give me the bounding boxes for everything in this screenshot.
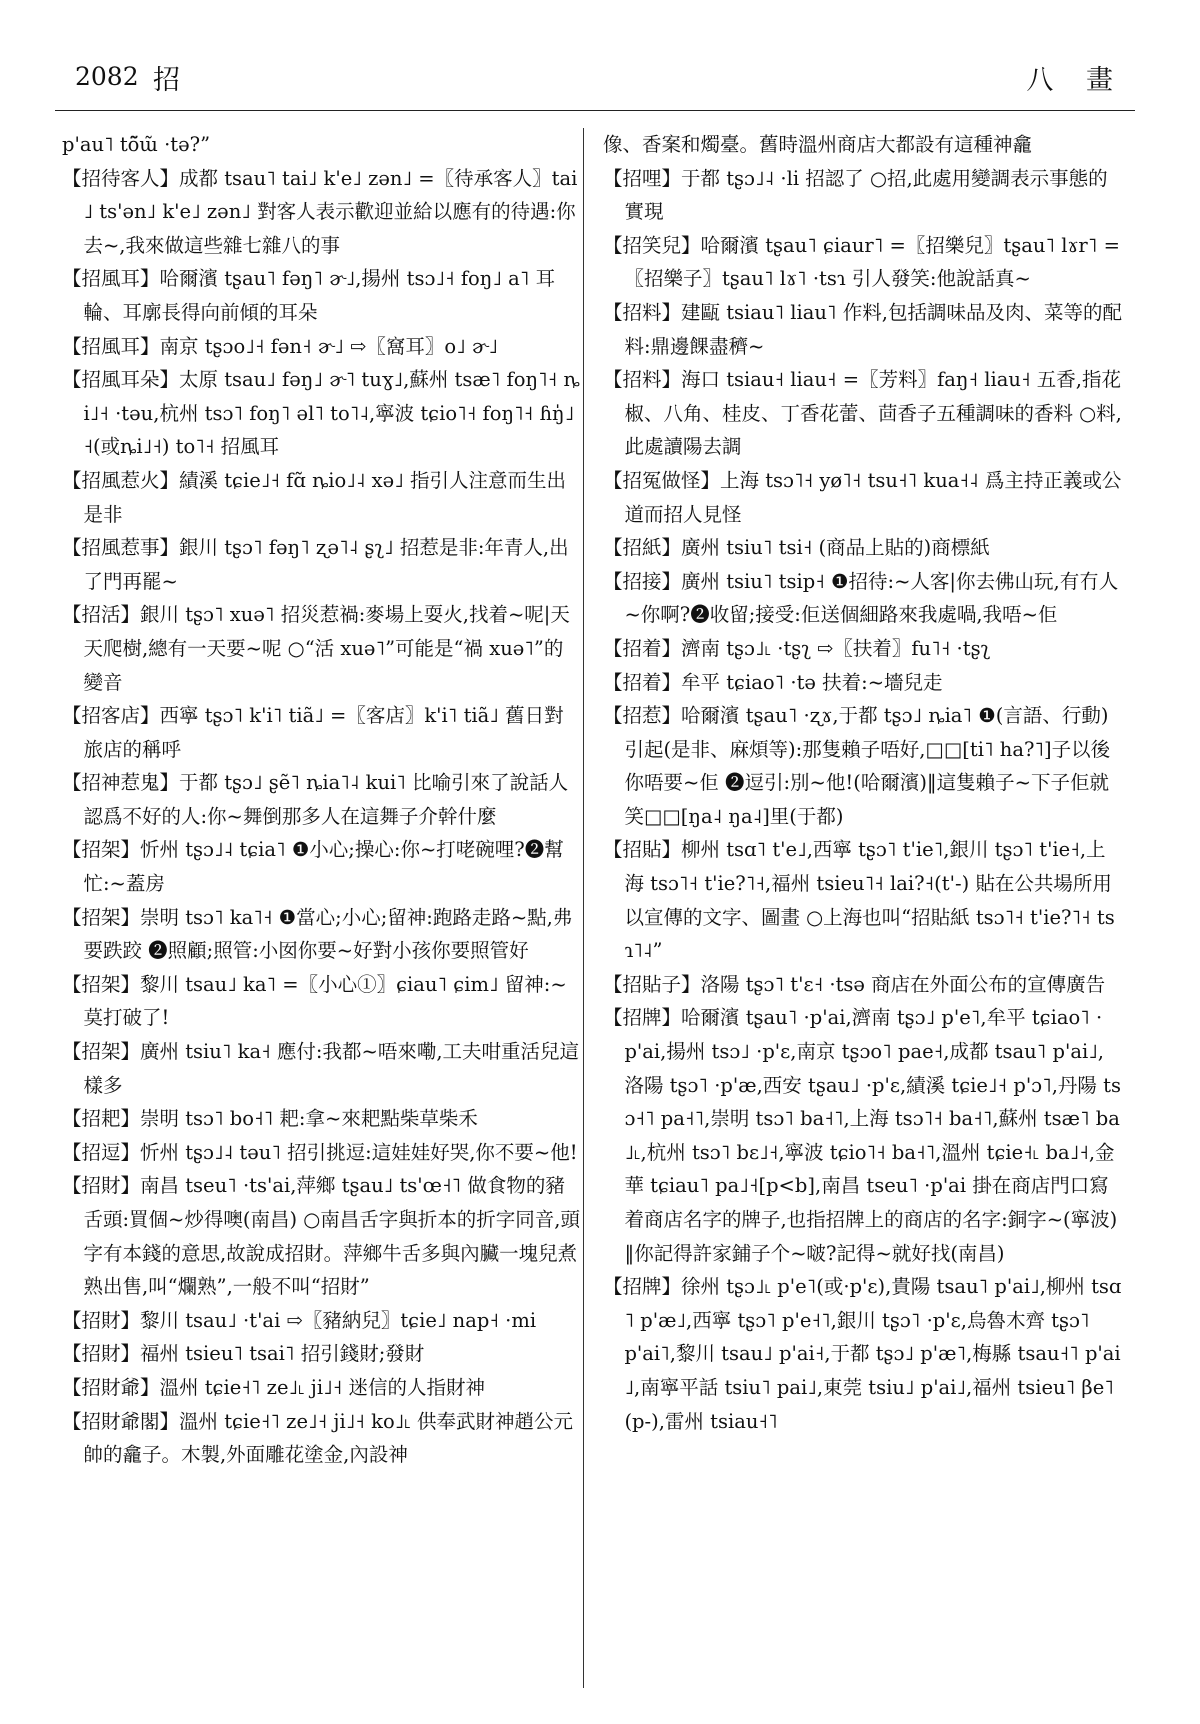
dictionary-entry: 【招冤做怪】上海 tsɔ˥˧ yø˥˧ tsu˧˥ kua˧˨ 爲主持正義或公道而招人見怪 bbox=[603, 468, 1122, 526]
dictionary-entry: 【招哩】于都 tʂɔ˩˨ ·li 招認了 ○招,此處用變調表示事態的實現 bbox=[603, 166, 1108, 224]
dictionary-entry: 【招風耳朵】太原 tsau˩ fəŋ˩ ɚ˥ tuɣ˩,蘇州 tsæ˥ foŋ˥˧ ȵi˩˧ ·təu,杭州 tsɔ˥ foŋ˥ əl˥ to˥˨,寧波 tɕio˥˧ foŋ˥˧ ɦŋ̍˩˧(或ȵi˩˧) to˥˧ 招風耳 bbox=[62, 368, 580, 459]
dictionary-entry: 【招牌】哈爾濱 tʂau˥ ·p'ai,濟南 tʂɔ˩ p'e˥,牟平 tɕiao˥ ·p'ai,揚州 tsɔ˩ ·p'ɛ,南京 tʂɔo˥ pae˧,成都 tsau˥ p'ai˩,洛陽 tʂɔ˥ ·p'æ,西安 tʂau˩ ·p'ɛ,績溪 tɕie˩˧ p'ɔ˥,丹陽 tsɔ˧˥ pa˧˥,崇明 tsɔ˥ ba˧˥,上海 tsɔ˥˧ ba˧˥,蘇州 tsæ˥ ba˩˪,杭州 tsɔ˥ bɛ˩˧,寧波 tɕio˥˧ ba˧˥,溫州 tɕie˧˪ ba˩˧,金華 tɕiau˥ pa˩˧[p<b],南昌 tseu˥ ·p'ai 掛在商店門口寫着商店名字的牌子,也指招牌上的商店的名字:銅字~(寧波)‖你記得許家鋪子个~啵?記得~就好找(南昌) bbox=[603, 1006, 1121, 1265]
running-headword: 招 bbox=[153, 65, 180, 96]
dictionary-entry: 【招着】濟南 tʂɔ˩˪ ·tʂʅ ⇨〖扶着〗fu˥˧ ·tʂʅ bbox=[603, 636, 991, 660]
left-column bbox=[62, 128, 582, 1472]
dictionary-entry: 【招惹】哈爾濱 tʂau˥ ·ʐɤ,于都 tʂɔ˩ ȵia˥ ❶(言語、行動)引起(是非、麻煩等):那隻賴子唔好,□□[ti˥ ha?˥]子以後你唔要~佢 ❷逗引:別~他!(哈爾濱)‖這隻賴子~下子佢就笑□□[ŋa˨ ŋa˨]里(于都) bbox=[603, 704, 1111, 828]
section-title: 八 畫 bbox=[1026, 65, 1125, 96]
dictionary-entry: 像、香案和燭臺。舊時溫州商店大都設有這種神龕 bbox=[603, 133, 1033, 156]
right-column bbox=[603, 128, 1123, 1438]
dictionary-entry: 【招待客人】成都 tsau˥ tai˩ k'e˩ zən˩ =〖待承客人〗tai˩ ts'ən˩ k'e˩ zən˩ 對客人表示歡迎並給以應有的待遇:你去~,我來做這些雜七雜八的事 bbox=[62, 166, 578, 257]
dictionary-entry: 【招財爺】溫州 tɕie˧˥ ze˩˪ ji˩˧ 迷信的人指財神 bbox=[62, 1375, 486, 1399]
dictionary-entry: 【招財】福州 tsieu˥ tsai˥ 招引錢財;發財 bbox=[62, 1342, 425, 1366]
dictionary-entry: 【招風惹火】績溪 tɕie˩˧ fɑ̃ ȵio˩˨ xə˩ 指引人注意而生出是非 bbox=[62, 468, 567, 526]
dictionary-entry: 【招風耳】南京 tʂɔo˩˧ fən˧ ɚ˩ ⇨〖窩耳〗o˩ ɚ˩ bbox=[62, 334, 498, 358]
dictionary-entry: 【招架】崇明 tsɔ˥ ka˥˧ ❶當心;小心;留神:跑路走路~點,弗要跌跤 ❷照顧;照管:小囡你要~好對小孩你要照管好 bbox=[62, 905, 573, 963]
dictionary-entry: 【招接】廣州 tsiu˥ tsip˧ ❶招待:~人客|你去佛山玩,有冇人~你啊?❷收留;接受:佢送個細路來我處喎,我唔~佢 bbox=[603, 569, 1119, 627]
dictionary-entry: 【招貼子】洛陽 tʂɔ˥ t'ɛ˧ ·tsə 商店在外面公布的宣傳廣告 bbox=[603, 972, 1106, 996]
dictionary-entry: 【招逗】忻州 tʂɔ˩˨ təu˥ 招引挑逗:這娃娃好哭,你不要~他! bbox=[62, 1140, 578, 1164]
dictionary-entry: 【招料】海口 tsiau˧ liau˧ =〖芳料〗faŋ˧ liau˧ 五香,指花椒、八角、桂皮、丁香花蕾、茴香子五種調味的香料 ○料,此處讀陽去調 bbox=[603, 368, 1122, 459]
dictionary-entry: 【招風惹事】銀川 tʂɔ˥ fəŋ˥ ʐə˥˨ ʂʅ˩ 招惹是非:年青人,出了門再罷~ bbox=[62, 536, 569, 593]
dictionary-entry: 【招神惹鬼】于都 tʂɔ˩ ʂẽ˥ ȵia˥˨ kui˥ 比喻引來了說話人認爲不好的人:你~舞倒那多人在這舞子介幹什麼 bbox=[62, 771, 569, 828]
dictionary-entry: 【招耙】崇明 tsɔ˥ bo˧˥ 耙:拿~來耙點柴草柴禾 bbox=[62, 1107, 478, 1131]
header-rule bbox=[55, 110, 1135, 111]
dictionary-entry: 【招活】銀川 tʂɔ˥ xuə˥ 招災惹禍:麥場上耍火,找着~呢|天天爬樹,總有一天要~呢 ○“活 xuə˥”可能是“禍 xuə˥”的變音 bbox=[62, 603, 570, 694]
dictionary-entry: 【招風耳】哈爾濱 tʂau˥ fəŋ˥ ɚ˩,揚州 tsɔ˩˧ foŋ˩ a˥ 耳輪、耳廓長得向前傾的耳朵 bbox=[62, 267, 556, 324]
dictionary-entry: 【招客店】西寧 tʂɔ˥ k'i˥ tiã˩ =〖客店〗k'i˥ tiã˩ 舊日對旅店的稱呼 bbox=[62, 704, 564, 761]
dictionary-entry: p'au˥ tõ̃ɯ̃ ·tə?” bbox=[62, 133, 211, 156]
dictionary-entry: 【招財】南昌 tseu˥ ·ts'ai,萍鄉 tʂau˩ ts'œ˧˥ 做食物的豬舌頭:買個~炒得噢(南昌) ○南昌舌字與折本的折字同音,頭字有本錢的意思,故說成招財。萍鄉牛舌多與內臟一塊兒煮熟出售,叫“爛熟”,一般不叫“招財” bbox=[62, 1174, 580, 1299]
dictionary-entry: 【招着】牟平 tɕiao˥ ·tə 扶着:~墻兒走 bbox=[603, 670, 943, 694]
dictionary-entry: 【招財】黎川 tsau˩ ·t'ai ⇨〖豬納兒〗tɕie˩ nap˧ ·mi bbox=[62, 1308, 537, 1332]
dictionary-entry: 【招貼】柳州 tsɑ˥ t'e˩,西寧 tʂɔ˥ t'ie˥,銀川 tʂɔ˥ t'ie˧,上海 tsɔ˥˧ t'ie?˥˧,福州 tsieu˥˧ lai?˧(t'-) 貼在公共場所用以宣傳的文字、圖畫 ○上海也叫“招貼紙 tsɔ˥˧ t'ie?˥˧ tsɿ˥˨” bbox=[603, 838, 1115, 963]
dictionary-entry: 【招財爺閣】溫州 tɕie˧˥ ze˩˧ ji˩˧ ko˩˪ 供奉武財神趙公元帥的龕子。木製,外面雕花塗金,內設神 bbox=[62, 1409, 573, 1467]
column-divider bbox=[583, 128, 584, 1688]
page-header bbox=[75, 62, 1125, 104]
dictionary-entry: 【招紙】廣州 tsiu˥ tsi˧ (商品上貼的)商標紙 bbox=[603, 536, 990, 560]
dictionary-entry: 【招牌】徐州 tʂɔ˩˪ p'e˥(或·p'ɛ),貴陽 tsau˥ p'ai˩,柳州 tsɑ˥ p'æ˩,西寧 tʂɔ˥ p'e˧˥,銀川 tʂɔ˥ ·p'ɛ,烏魯木齊 tʂɔ˥ p'ai˥,黎川 tsau˩ p'ai˧,于都 tʂɔ˩ p'æ˥,梅縣 tsau˧˥ p'ai˩,南寧平話 tsiu˥ pai˩,東莞 tsiu˩ p'ai˩,福州 tsieu˥ βe˥(p-),雷州 tsiau˧˥ bbox=[603, 1275, 1122, 1433]
dictionary-entry: 【招架】忻州 tʂɔ˩˨ tɕia˥ ❶小心;操心:你~打咾碗哩?❷幫忙:~蓋房 bbox=[62, 838, 564, 896]
dictionary-entry: 【招笑兒】哈爾濱 tʂau˥ ɕiaur˥ =〖招樂兒〗tʂau˥ lɤr˥ =〖招樂子〗tʂau˥ lɤ˥ ·tsɿ 引人發笑:他說話真~ bbox=[603, 233, 1120, 291]
dictionary-entry: 【招架】廣州 tsiu˥ ka˧ 應付:我都~唔來嘞,工夫咁重活兒這樣多 bbox=[62, 1040, 580, 1097]
dictionary-entry: 【招料】建甌 tsiau˥ liau˥ 作料,包括調味品及肉、菜等的配料:鼎邊餜盡穧~ bbox=[603, 300, 1122, 358]
dictionary-entry: 【招架】黎川 tsau˩ ka˥ =〖小心①〗ɕiau˥ ɕim˩ 留神:~莫打破了! bbox=[62, 972, 567, 1030]
page-number: 2082 bbox=[75, 62, 139, 91]
